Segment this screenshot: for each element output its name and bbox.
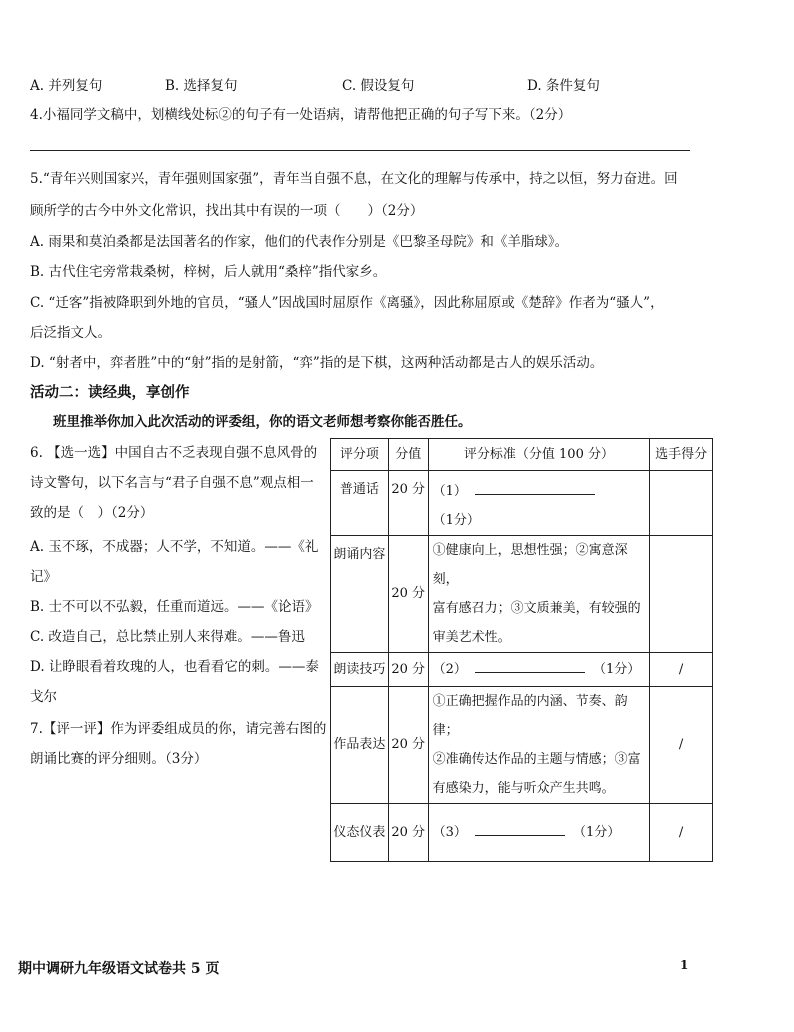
- page-footer: 期中调研九年级语文试卷共 5 页: [18, 961, 220, 977]
- q3-option-b: B. 选择复句: [165, 78, 238, 94]
- row-item: 朗诵内容: [331, 536, 389, 653]
- row-value: 20 分: [388, 471, 428, 536]
- criteria-line: 富有感召力；③文质兼美，有较强的: [432, 601, 641, 616]
- row-criteria: [428, 471, 650, 536]
- row-value: 20 分: [388, 687, 428, 804]
- question-6-option-a-cont: 记》: [30, 569, 57, 585]
- q3-option-c: C. 假设复句: [342, 78, 415, 94]
- blank-points: （1分）: [572, 825, 621, 840]
- question-6-line: 诗文警句，以下名言与“君子自强不息”观点相一: [30, 475, 314, 491]
- answer-line: [30, 150, 690, 151]
- blank-points: （1分）: [432, 513, 480, 528]
- row-value: 20 分: [388, 653, 428, 687]
- question-5-option-c: C. “迁客”指被降职到外地的官员，“骚人”因战国时屈原作《离骚》，因此称屈原或《楚辞》作者为“骚人”，: [30, 295, 664, 311]
- row-item: 普通话: [331, 471, 389, 536]
- criteria-line: 审美艺术性。: [432, 630, 511, 645]
- criteria-line: 有感染力，能与听众产生共鸣。: [432, 781, 615, 796]
- question-6-option-b: B. 士不可以不弘毅，任重而道远。——《论语》: [30, 599, 319, 615]
- question-6-option-d: D. 让睁眼看着玫瑰的人，也看看它的刺。——泰: [30, 659, 319, 675]
- blank-label: （3）: [432, 825, 467, 840]
- row-criteria: [428, 804, 650, 862]
- blank-label: （2）: [432, 662, 467, 677]
- scoring-table: [330, 438, 713, 862]
- row-item: 朗读技巧: [331, 653, 389, 687]
- page-number: 1: [680, 958, 689, 972]
- fill-in-blank[interactable]: [475, 494, 595, 495]
- header-item: 评分项: [331, 439, 389, 471]
- question-6-option-d-cont: 戈尔: [30, 689, 57, 705]
- blank-points: （1分）: [592, 662, 641, 677]
- question-6-line: 6. 【选一选】中国自古不乏表现自强不息风骨的: [30, 445, 318, 461]
- row-score: /: [650, 687, 713, 804]
- row-score: /: [650, 653, 713, 687]
- question-6-line: 致的是（ ）（2分）: [30, 505, 154, 521]
- question-5-option-c-cont: 后泛指文人。: [30, 325, 111, 341]
- table-row: [331, 471, 713, 536]
- question-5-option-d: D. “射者中，弈者胜”中的“射”指的是射箭，“弈”指的是下棋，这两种活动都是古人的娱乐活动。: [30, 355, 604, 371]
- fill-in-blank[interactable]: [475, 672, 585, 673]
- question-5-stem-cont: 顾所学的古今中外文化常识，找出其中有误的一项（ ）（2分）: [30, 203, 424, 219]
- criteria-line: ①正确把握作品的内涵、节奏、韵律；: [432, 694, 628, 738]
- table-row: [331, 804, 713, 862]
- blank-label: （1）: [432, 484, 467, 499]
- row-score: [650, 471, 713, 536]
- row-criteria: [428, 687, 650, 804]
- question-5-option-b: B. 古代住宅旁常栽桑树，梓树，后人就用“桑梓”指代家乡。: [30, 264, 387, 280]
- criteria-line: ②准确传达作品的主题与情感；③富: [432, 752, 641, 767]
- question-7-line: 朗诵比赛的评分细则。（3分）: [30, 751, 208, 767]
- question-6-option-a: A. 玉不琢，不成器；人不学，不知道。——《礼: [30, 539, 319, 555]
- q3-option-d: D. 条件复句: [527, 78, 600, 94]
- table-header-row: [331, 439, 713, 471]
- row-value: 20 分: [388, 804, 428, 862]
- activity-2-intro: 班里推举你加入此次活动的评委组，你的语文老师想考察你能否胜任。: [53, 414, 472, 430]
- question-7-line: 7.【评一评】作为评委组成员的你，请完善右图的: [30, 721, 327, 737]
- question-4: 4.小福同学文稿中，划横线处标②的句子有一处语病，请帮他把正确的句子写下来。（2分）: [30, 107, 572, 123]
- q3-option-a: A. 并列复句: [30, 78, 103, 94]
- question-5-option-a: A. 雨果和莫泊桑都是法国著名的作家，他们的代表作分别是《巴黎圣母院》和《羊脂球》。: [30, 234, 569, 250]
- fill-in-blank[interactable]: [475, 835, 565, 836]
- row-score: /: [650, 804, 713, 862]
- row-item: 作品表达: [331, 687, 389, 804]
- row-criteria: [428, 653, 650, 687]
- question-6-option-c: C. 改造自己，总比禁止别人来得难。——鲁迅: [30, 629, 305, 645]
- row-criteria: [428, 536, 650, 653]
- criteria-line: ①健康向上，思想性强；②寓意深刻，: [432, 543, 628, 587]
- table-row: [331, 536, 713, 653]
- table-row: [331, 687, 713, 804]
- row-value: 20 分: [388, 536, 428, 653]
- table-row: [331, 653, 713, 687]
- activity-2-title: 活动二：读经典，享创作: [30, 384, 190, 401]
- header-score: 选手得分: [650, 439, 713, 471]
- question-5-stem: 5.“青年兴则国家兴，青年强则国家强”，青年当自强不息，在文化的理解与传承中，持之以恒，努力奋进。回: [30, 171, 678, 187]
- header-value: 分值: [388, 439, 428, 471]
- row-score: [650, 536, 713, 653]
- row-item: 仪态仪表: [331, 804, 389, 862]
- header-criteria: 评分标准（分值 100 分）: [428, 439, 650, 471]
